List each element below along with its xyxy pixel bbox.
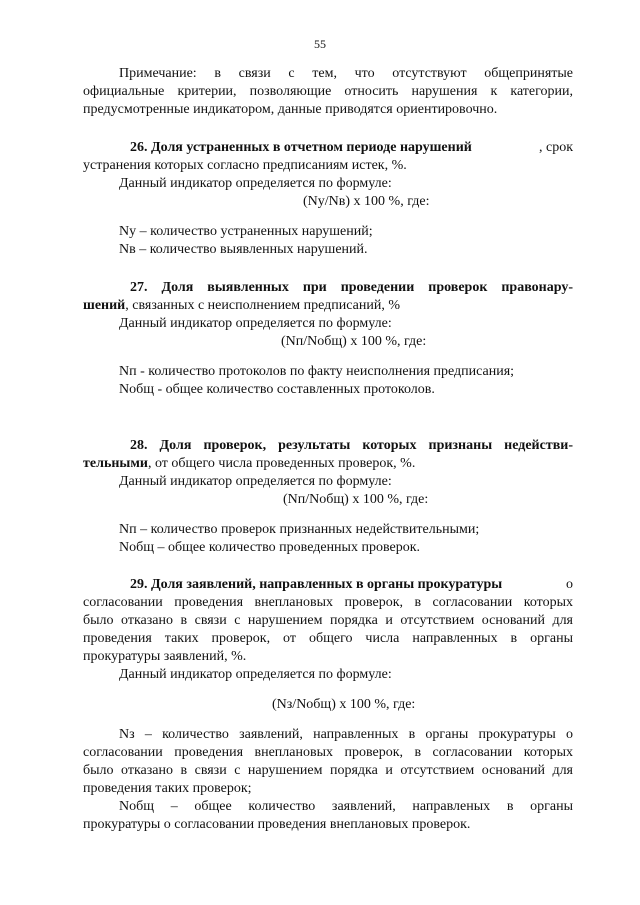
section-28-line-2-rest: , от общего числа проведенных проверок, %. [147, 456, 416, 471]
section-26-def-1: Ny – количество устраненных нарушений; [119, 224, 373, 239]
section-29-def-1-line-4: проведения таких проверок; [83, 781, 252, 796]
section-29-line-5: прокуратуры заявлений, %. [83, 649, 247, 664]
section-29-line-2: согласовании проведения внеплановых проверок, в согласовании которых [83, 595, 573, 610]
section-29-def-1-line-3: было отказано в связи с нарушением порядка и отсутствием оснований для [83, 763, 573, 778]
section-29-heading-bold: 29. Доля заявлений, направленных в органы прокуратуры [130, 577, 503, 592]
section-26-line-2: устранения которых согласно предписаниям истек, %. [83, 158, 407, 173]
section-27-def-1: Nп - количество протоколов по факту неисполнения предписания; [119, 364, 515, 379]
section-27-line-2-bold: шений [83, 298, 126, 313]
section-28-heading: 28. Доля проверок, результаты которых признаны недействи- [130, 438, 573, 453]
section-29-heading-rest: о [566, 577, 573, 592]
section-29-intro: Данный индикатор определяется по формуле: [119, 667, 392, 682]
section-29-heading [130, 577, 573, 593]
section-29-line-4: проведения таких проверок, от общего числа направленных в органы [83, 631, 573, 646]
section-28-formula: (Nп/Nобщ) x 100 %, где: [283, 492, 429, 507]
section-27-line-2-rest: , связанных с неисполнением предписаний, % [125, 298, 400, 313]
section-29-def-2-line-2: прокуратуры о согласовании проведения внеплановых проверок. [83, 817, 471, 832]
section-26-formula: (Ny/Nв) x 100 %, где: [303, 194, 430, 209]
section-29-def-1-line-2: согласовании проведения внеплановых проверок, в согласовании которых [83, 745, 573, 760]
section-26-intro: Данный индикатор определяется по формуле: [119, 176, 392, 191]
section-26-heading-rest: , срок [538, 140, 573, 155]
section-26-heading [130, 140, 573, 156]
section-27-line-2 [83, 298, 400, 314]
section-28-def-2: Nобщ – общее количество проведенных проверок. [119, 540, 420, 555]
note-line-2: официальные критерии, позволяющие относить нарушения к категории, [83, 84, 573, 99]
section-29-def-1-line-1: Nз – количество заявлений, направленных в органы прокуратуры о [119, 727, 573, 742]
section-26-def-2: Nв – количество выявленных нарушений. [119, 242, 368, 257]
section-28-line-2-bold: тельными [83, 456, 148, 471]
section-27-intro: Данный индикатор определяется по формуле: [119, 316, 392, 331]
note-line-3: предусмотренные индикатором, данные приводятся ориентировочно. [83, 102, 498, 117]
section-27-def-2: Nобщ - общее количество составленных протоколов. [119, 382, 435, 397]
section-28-line-2 [83, 456, 415, 472]
section-27-formula: (Nп/Nобщ) x 100 %, где: [281, 334, 427, 349]
note-line-1: Примечание: в связи с тем, что отсутствуют общепринятые [119, 66, 573, 81]
section-29-line-3: было отказано в связи с нарушением порядка и отсутствием оснований для [83, 613, 573, 628]
section-26-heading-bold: 26. Доля устраненных в отчетном периоде нарушений [130, 140, 472, 155]
section-28-intro: Данный индикатор определяется по формуле: [119, 474, 392, 489]
section-28-def-1: Nп – количество проверок признанных недействительными; [119, 522, 480, 537]
section-29-formula: (Nз/Nобщ) x 100 %, где: [272, 697, 416, 712]
section-29-def-2-line-1: Nобщ – общее количество заявлений, направленых в органы [119, 799, 573, 814]
section-27-heading: 27. Доля выявленных при проведении проверок правонару- [130, 280, 573, 295]
page-number: 55 [314, 37, 326, 51]
